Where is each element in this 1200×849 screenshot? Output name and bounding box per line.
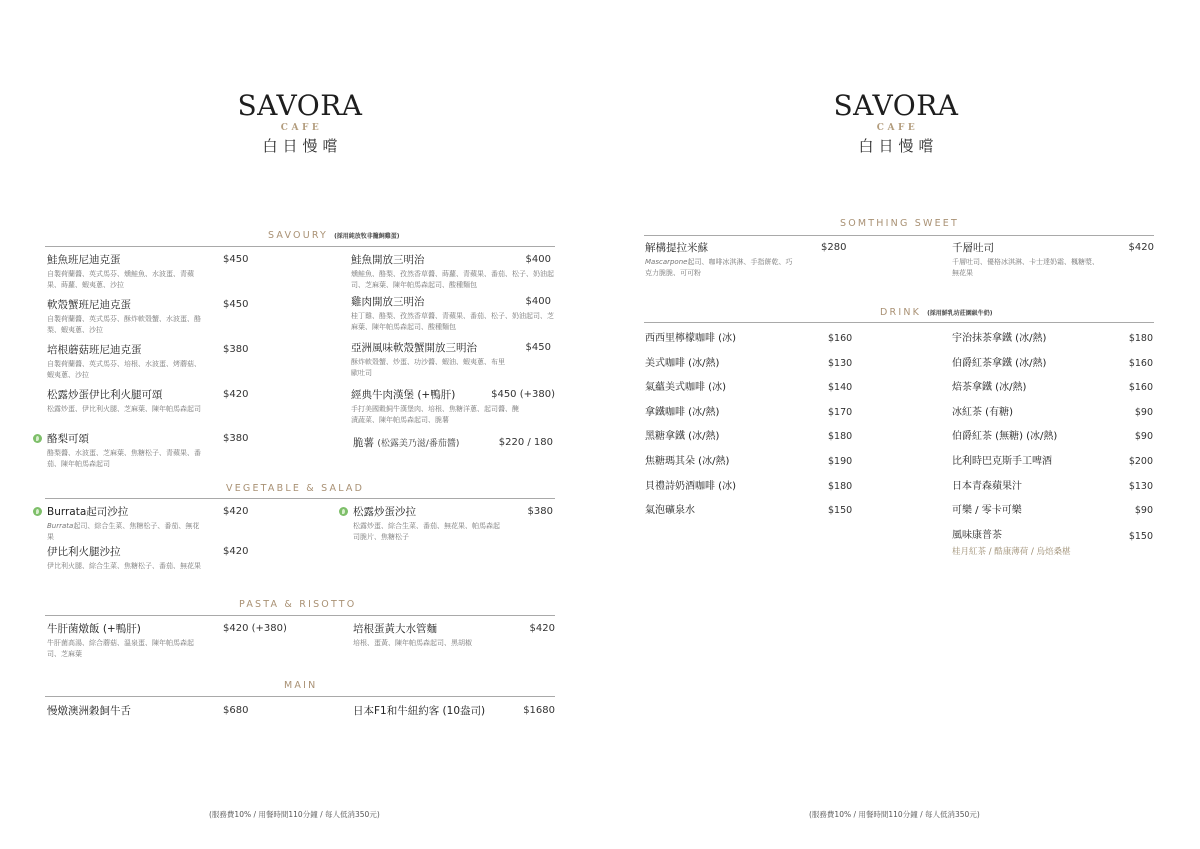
item-name: 鮭魚開放三明治 <box>351 254 425 266</box>
item-name: 千層吐司 <box>952 242 994 254</box>
item-name: 松露炒蛋沙拉 <box>353 506 416 518</box>
brand-chinese: 白日慢嚐 <box>858 137 939 155</box>
item-desc: 燻鮭魚、酪梨、孜然香草醬、蒔蘿、青蘋果、番茄、松子、奶油起司、芝麻葉、陳年帕馬森起司、酸種麵包 <box>351 270 554 289</box>
section-title-main: MAIN <box>284 680 318 691</box>
section-note: (採用純放牧非籠飼雞蛋) <box>334 233 400 240</box>
drink-price: $180 <box>1128 333 1153 344</box>
item-desc-text: 起司、綜合生菜、焦糖松子、番茄、無花果 <box>47 522 200 541</box>
menu-item <box>47 388 257 415</box>
menu-item <box>47 622 287 660</box>
drink-price: $130 <box>828 358 853 369</box>
item-price: $1680 <box>523 705 555 716</box>
item-desc: 松露炒蛋、綜合生菜、番茄、無花果、帕馬森起司脆片、焦糖松子 <box>353 522 500 541</box>
drink-name: 焙茶拿鐵 (冰/熱) <box>952 382 1027 393</box>
drink-name: 氣泡礦泉水 <box>645 505 695 516</box>
item-price: $420 <box>223 389 249 400</box>
drink-name: 日本青森蘋果汁 <box>952 481 1022 492</box>
drink-name: 美式咖啡 (冰/熱) <box>645 358 720 369</box>
section-title-savoury <box>268 230 400 241</box>
item-price: $450 <box>223 299 249 310</box>
drink-name: 貝禮詩奶酒咖啡 (冰) <box>645 481 736 492</box>
item-name: 伊比利火腿沙拉 <box>47 546 121 558</box>
drink-name: 風味康普茶 <box>952 530 1002 541</box>
brand-name: SAVORA <box>833 89 959 122</box>
item-price: $400 <box>525 254 551 265</box>
divider <box>45 615 555 616</box>
drink-price: $130 <box>1128 481 1153 492</box>
drink-price: $190 <box>828 456 853 467</box>
menu-item <box>952 241 1154 279</box>
menu-item <box>351 295 555 333</box>
divider <box>45 246 555 247</box>
item-name: 鮭魚班尼迪克蛋 <box>47 254 121 266</box>
drink-price: $90 <box>1134 431 1153 442</box>
menu-item <box>353 505 555 543</box>
item-price: $400 <box>525 296 551 307</box>
menu-item <box>47 505 257 543</box>
item-name: 酪梨可頌 <box>47 433 89 445</box>
item-name: 慢燉澳洲穀飼牛舌 <box>47 705 131 717</box>
menu-page-right <box>600 0 1200 849</box>
item-desc: 自製荷蘭醬、英式馬芬、燻鮭魚、水波蛋、青蘋果、蒔蘿、蝦夷蔥、沙拉 <box>47 270 194 289</box>
menu-item <box>47 253 257 291</box>
vegetarian-leaf-icon <box>33 434 42 443</box>
item-price: $420 <box>529 623 555 634</box>
drink-name: 可樂 / 零卡可樂 <box>952 505 1022 516</box>
brand-name: SAVORA <box>237 89 363 122</box>
item-desc: 培根、蛋黃、陳年帕馬森起司、黑胡椒 <box>353 639 472 647</box>
item-name: 培根蛋黃大水管麵 <box>353 623 437 635</box>
item-price: $420 <box>1128 242 1154 253</box>
menu-item <box>353 704 555 718</box>
brand-sub: CAFE <box>876 123 919 133</box>
item-name-sub: (松露美乃滋/番茄醬) <box>377 439 460 449</box>
section-title-pasta-risotto: PASTA & RISOTTO <box>239 599 357 610</box>
menu-item <box>353 436 555 451</box>
item-desc: 酪梨醬、水波蛋、芝麻葉、焦糖松子、青蘋果、番茄、陳年帕馬森起司 <box>47 449 201 468</box>
drink-name: 伯爵紅茶 (無糖) (冰/熱) <box>952 431 1058 442</box>
drink-price: $170 <box>828 407 853 418</box>
item-desc: 伊比利火腿、綜合生菜、焦糖松子、番茄、無花果 <box>47 562 201 570</box>
item-price: $280 <box>821 242 847 253</box>
drink-name: 拿鐵咖啡 (冰/熱) <box>645 407 720 418</box>
item-name: 牛肝菌燉飯 (+鴨肝) <box>47 623 141 635</box>
section-title-text: DRINK <box>880 307 922 318</box>
menu-item <box>351 341 555 379</box>
brand-chinese: 白日慢嚐 <box>262 137 343 155</box>
drink-price: $150 <box>1128 531 1153 542</box>
item-name: 亞洲風味軟殼蟹開放三明治 <box>351 342 477 354</box>
menu-item <box>351 388 555 426</box>
drink-name: 焦糖瑪其朵 (冰/熱) <box>645 456 730 467</box>
footer-note: (服務費10% / 用餐時間110分鐘 / 每人低消350元) <box>209 810 380 819</box>
brand-sub: CAFE <box>280 123 323 133</box>
item-desc-italic: Burrata <box>47 522 74 530</box>
menu-item <box>47 545 257 572</box>
menu-item <box>47 704 287 718</box>
drink-price: $180 <box>828 481 853 492</box>
item-price: $420 <box>223 506 249 517</box>
item-desc: 牛肝菌高湯、綜合蘑菇、溫泉蛋、陳年帕馬森起司、芝麻葉 <box>47 639 194 658</box>
menu-item <box>351 253 555 291</box>
vegetarian-leaf-icon <box>33 507 42 516</box>
drink-name: 宇治抹茶拿鐵 (冰/熱) <box>952 333 1047 344</box>
item-name: 解構提拉米蘇 <box>645 242 708 254</box>
divider <box>45 696 555 697</box>
drink-price: $160 <box>828 333 853 344</box>
drink-name: 黑糖拿鐵 (冰/熱) <box>645 431 720 442</box>
item-desc: 自製荷蘭醬、英式馬芬、培根、水波蛋、烤蘑菇、蝦夷蔥、沙拉 <box>47 360 201 379</box>
item-desc: 千層吐司、優格冰淇淋、卡士達奶霜、楓糖漿、無花果 <box>952 258 1099 277</box>
divider <box>644 235 1154 236</box>
drink-price: $160 <box>1128 358 1153 369</box>
item-price: $680 <box>223 705 249 716</box>
item-name: 經典牛肉漢堡 (+鴨肝) <box>351 389 456 401</box>
item-name: 軟殼蟹班尼迪克蛋 <box>47 299 131 311</box>
drink-price: $180 <box>828 431 853 442</box>
item-price: $380 <box>527 506 553 517</box>
item-name: Burrata起司沙拉 <box>47 506 129 518</box>
menu-item <box>353 622 555 649</box>
drink-name: 比利時巴克斯手工啤酒 <box>952 456 1052 467</box>
drink-name: 伯爵紅茶拿鐵 (冰/熱) <box>952 358 1047 369</box>
item-desc: 手打美國穀飼牛漢堡肉、培根、焦糖洋蔥、起司醬、醃漬蔬菜、陳年帕馬森起司、脆薯 <box>351 405 519 424</box>
section-title-vegetable-salad: VEGETABLE & SALAD <box>226 483 365 494</box>
divider <box>45 498 555 499</box>
section-title-something-sweet: SOMTHING SWEET <box>840 218 959 229</box>
item-desc-text: 起司、咖啡冰淇淋、手指餅乾、巧克力脆脆、可可粉 <box>645 258 793 277</box>
item-desc: 酥炸軟殼蟹、炒蛋、功沙醬、蝦油、蝦夷蔥、布里歐吐司 <box>351 358 505 377</box>
menu-item <box>645 241 885 279</box>
drink-name: 冰紅茶 (有糖) <box>952 407 1013 418</box>
divider <box>644 322 1154 323</box>
item-price: $420 <box>223 546 249 557</box>
section-title-drink <box>880 307 993 318</box>
menu-item <box>47 343 257 381</box>
drink-flavor-options: 桂月紅茶 / 酷康薄荷 / 烏焙桑椹 <box>952 547 1071 557</box>
drink-price: $90 <box>1134 505 1153 516</box>
brand-logo <box>796 90 996 156</box>
section-note: (採用鮮乳坊莊園級牛奶) <box>927 310 993 317</box>
footer-note: (服務費10% / 用餐時間110分鐘 / 每人低消350元) <box>809 810 980 819</box>
drink-name: 氣蘊美式咖啡 (冰) <box>645 382 726 393</box>
item-name-main: 脆薯 <box>353 437 374 449</box>
drink-price: $90 <box>1134 407 1153 418</box>
item-price: $450 <box>525 342 551 353</box>
item-desc: 桂丁雞、酪梨、孜然香草醬、青蘋果、番茄、松子、奶油起司、芝麻葉、陳年帕馬森起司、酸種麵包 <box>351 312 554 331</box>
drink-price: $140 <box>828 382 853 393</box>
item-price: $380 <box>223 344 249 355</box>
section-title-text: SAVOURY <box>268 230 329 241</box>
drink-name: 西西里檸檬咖啡 (冰) <box>645 333 736 344</box>
drink-price: $200 <box>1128 456 1153 467</box>
item-desc <box>47 521 202 543</box>
menu-item <box>47 298 257 336</box>
item-price: $420 (+380) <box>223 623 287 634</box>
item-name: 雞肉開放三明治 <box>351 296 425 308</box>
item-desc <box>645 257 795 279</box>
item-name: 松露炒蛋伊比利火腿可頌 <box>47 389 163 401</box>
item-price: $450 <box>223 254 249 265</box>
item-price: $220 / 180 <box>498 437 553 448</box>
item-name: 日本F1和牛紐約客 (10盎司) <box>353 705 486 717</box>
vegetarian-leaf-icon <box>339 507 348 516</box>
drink-price: $160 <box>1128 382 1153 393</box>
item-desc-italic: Mascarpone <box>645 258 688 266</box>
item-name: 培根蘑菇班尼迪克蛋 <box>47 344 142 356</box>
item-desc: 自製荷蘭醬、英式馬芬、酥炸軟殼蟹、水波蛋、酪梨、蝦夷蔥、沙拉 <box>47 315 201 334</box>
menu-item <box>47 432 257 470</box>
item-desc: 松露炒蛋、伊比利火腿、芝麻葉、陳年帕馬森起司 <box>47 405 201 413</box>
item-price: $450 (+380) <box>491 389 555 400</box>
brand-logo <box>200 90 400 156</box>
item-price: $380 <box>223 433 249 444</box>
drink-price: $150 <box>828 505 853 516</box>
